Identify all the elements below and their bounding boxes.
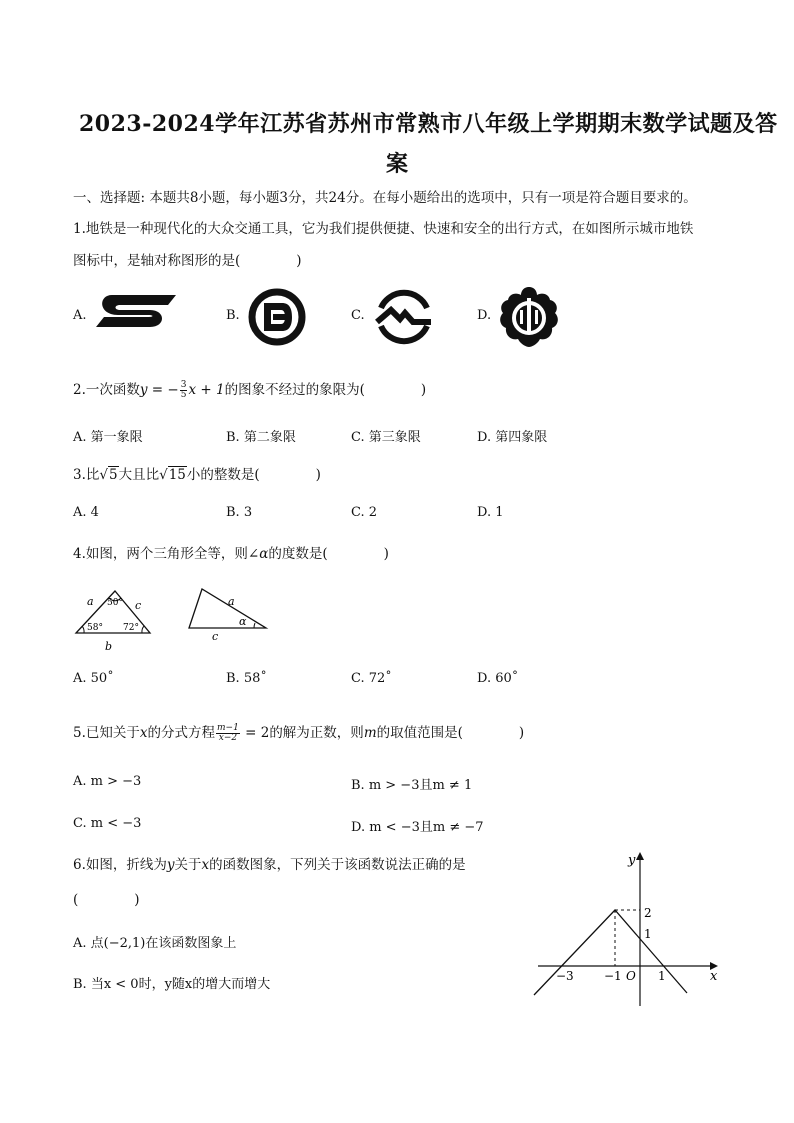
q5-suffix1: 的解为正数，则: [269, 725, 364, 741]
q4-fig1-label-b: b: [105, 640, 113, 652]
q6-var-y: y: [166, 857, 175, 873]
q6-function-graph: [530, 848, 725, 1008]
logo-d-icon: [497, 284, 561, 350]
logo-a-icon: [92, 293, 178, 337]
q3-root1: 5: [109, 467, 118, 483]
q5-var-m: m: [363, 725, 377, 741]
q4-fig1-label-c: c: [135, 599, 142, 612]
q6-var-x: x: [201, 857, 210, 873]
q6-graph-x-label: x: [710, 969, 718, 984]
q6-graph-origin: O: [626, 969, 636, 983]
q4-fig1-angle-right: 72°: [123, 623, 139, 633]
q5-option-b: B. m > −3且m ≠ 1: [351, 778, 473, 793]
q2-frac-den: 5: [180, 390, 187, 400]
q5-var-x: x: [139, 725, 148, 741]
q4-stem: [73, 542, 389, 562]
q4-suffix: 的度数是(: [268, 546, 328, 562]
q3-suffix: 小的整数是(: [186, 467, 260, 483]
q6-graph-tick-1x: 1: [658, 969, 666, 983]
q6-paren-open: (: [73, 892, 79, 908]
q6-stem: [73, 853, 466, 873]
q5-frac-den: x−2: [218, 733, 238, 743]
q6-graph-tick-m1: −1: [604, 969, 622, 983]
q6-graph-tick-m3: −3: [556, 969, 574, 983]
q4-prefix: 4.如图，两个三角形全等，则: [73, 546, 248, 562]
q2-option-a: A. 第一象限: [73, 430, 143, 445]
q5-option-a: A. m > −3: [73, 774, 142, 789]
section-heading: 一、选择题: 本题共8小题，每小题3分，共24分。在每小题给出的选项中，只有一项是符合题目要求的。: [73, 190, 697, 206]
q6-answer-paren: [73, 892, 140, 908]
q4-fig1-angle-left: 58°: [87, 623, 103, 633]
q4-option-c: C. 72˚: [351, 671, 392, 686]
q3-option-c: C. 2: [351, 505, 378, 520]
q4-option-d: D. 60˚: [477, 671, 519, 686]
q5-prefix: 5.已知关于: [73, 725, 140, 741]
q5-mid: 的分式方程: [147, 725, 216, 741]
q3-option-d: D. 1: [477, 505, 504, 520]
q6-suffix: 的函数图象，下列关于该函数说法正确的是: [209, 857, 466, 873]
q5-option-c: C. m < −3: [73, 816, 142, 831]
q4-fig2-alpha: α: [239, 615, 247, 628]
logo-b-icon: [246, 286, 308, 348]
q6-paren-close: ): [134, 892, 140, 908]
q5-eq: = 2: [240, 725, 270, 741]
q2-close: ): [420, 382, 427, 398]
q4-fig2-label-a: a: [228, 595, 235, 608]
q1-option-c-label: C.: [351, 308, 365, 323]
q4-angle: ∠α: [247, 546, 269, 562]
q5-frac-num: m−1: [217, 723, 239, 733]
q2-frac-num: 3: [180, 380, 187, 390]
q5-suffix2: 的取值范围是(: [376, 725, 463, 741]
q4-option-a: A. 50˚: [73, 671, 114, 686]
q3-prefix: 3.比: [73, 467, 100, 483]
q1-line2: [73, 249, 302, 269]
q2-prefix: 2.一次函数: [73, 382, 140, 398]
q3-root2: 15: [168, 467, 186, 483]
q2-fraction: [180, 381, 188, 400]
q6-option-a: A. 点(−2,1)在该函数图象上: [73, 936, 237, 951]
q3-stem: 3.比√5大且比√15小的整数是( ): [73, 467, 321, 483]
q4-fig1-angle-top: 50°: [107, 598, 123, 608]
q1-option-d-label: D.: [477, 308, 492, 323]
q4-option-b: B. 58˚: [226, 671, 267, 686]
q4-fig2-label-c: c: [212, 630, 219, 643]
q6-graph-y-label: y: [628, 853, 636, 868]
q6-graph-tick-2: 2: [644, 906, 652, 920]
q6-option-b: B. 当x < 0时，y随x的增大而增大: [73, 977, 271, 992]
q1-option-a-label: A.: [73, 308, 87, 323]
q4-close: ): [383, 546, 389, 562]
q2-option-d: D. 第四象限: [477, 430, 548, 445]
q1-stem: 图标中，是轴对称图形的是(: [73, 253, 241, 269]
q4-fig1-label-a: a: [87, 595, 94, 608]
q1-option-b-label: B.: [226, 308, 240, 323]
q1-line1: 1.地铁是一种现代化的大众交通工具，它为我们提供便捷、快速和安全的出行方式，在如图所示城市地铁: [73, 221, 694, 237]
q5-fraction: [216, 724, 240, 743]
q3-mid: 大且比: [118, 467, 160, 483]
q2-option-b: B. 第二象限: [226, 430, 296, 445]
q3-option-a: A. 4: [73, 505, 99, 520]
page-title-line1: 2023-2024学年江苏省苏州市常熟市八年级上学期期末数学试题及答: [79, 111, 778, 137]
q1-close: ): [296, 253, 302, 269]
q6-mid: 关于: [174, 857, 202, 873]
q2-rhs: x + 1: [188, 382, 225, 398]
q6-prefix: 6.如图，折线为: [73, 857, 167, 873]
q5-stem: [73, 721, 524, 743]
q4-triangle-2-figure: [186, 585, 272, 643]
q2-stem: [73, 378, 426, 400]
q3-close: ): [315, 467, 321, 483]
q2-lhs: y = −: [139, 382, 179, 398]
q3-option-b: B. 3: [226, 505, 253, 520]
logo-c-icon: [373, 286, 435, 348]
q5-close: ): [518, 725, 525, 741]
q6-graph-tick-1y: 1: [644, 927, 652, 941]
q5-option-d: D. m < −3且m ≠ −7: [351, 820, 484, 835]
q2-suffix: 的图象不经过的象限为(: [224, 382, 365, 398]
q4-triangle-1-figure: [72, 588, 156, 652]
page-title-line2: 案: [386, 151, 409, 177]
q2-option-c: C. 第三象限: [351, 430, 421, 445]
